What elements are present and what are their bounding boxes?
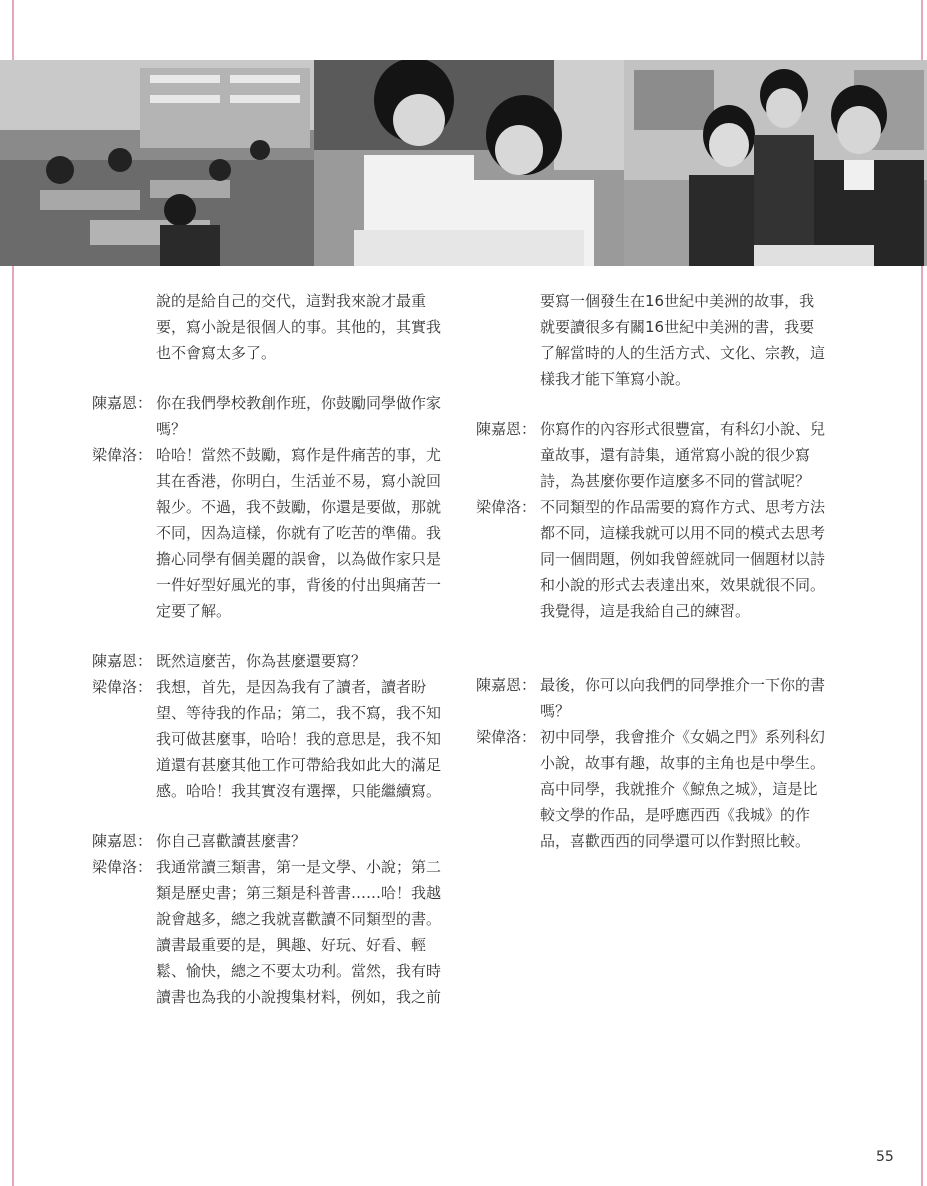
dialogue-block [92,828,462,854]
text-line: 讀書最重要的是，興趣、好玩、好看、輕 [156,936,427,954]
speaker-name: 梁偉洛： [92,678,153,696]
paragraph-line [92,494,462,520]
speaker-name: 陳嘉恩： [92,652,153,670]
paragraph-gap [476,624,846,648]
text-line: 不同類型的作品需要的寫作方式、思考方法 [540,498,826,516]
text-line: 其在香港，你明白，生活並不易，寫小說回 [156,472,442,490]
paragraph-line [476,288,846,314]
text-line: 我覺得，這是我給自己的練習。 [540,602,751,620]
text-line: 童故事，還有詩集，通常寫小說的很少寫 [540,446,811,464]
text-line: 要，寫小說是很個人的事。其他的，其實我 [156,318,442,336]
speaker-name: 陳嘉恩： [92,832,153,850]
text-line: 你寫作的內容形式很豐富，有科幻小說、兒 [540,420,826,438]
paragraph-gap [476,648,846,672]
dialogue-block [92,442,462,624]
paragraph-line [476,442,846,468]
text-line: 望、等待我的作品；第二，我不寫，我不知 [156,704,442,722]
paragraph-line [476,366,846,392]
paragraph-gap [92,366,462,390]
text-line: 初中同學，我會推介《女媧之門》系列科幻 [540,728,826,746]
paragraph-line [92,598,462,624]
three-students-photo [624,60,927,266]
photo-strip [0,60,927,266]
text-line: 最後，你可以向我們的同學推介一下你的書 [540,676,826,694]
text-line: 鬆、愉快，總之不要太功利。當然，我有時 [156,962,442,980]
text-line: 了解當時的人的生活方式、文化、宗教，這 [540,344,826,362]
text-line: 一件好型好風光的事，背後的付出與痛苦一 [156,576,442,594]
text-line: 既然這麼苦，你為甚麼還要寫？ [156,652,367,670]
paragraph-line [92,778,462,804]
dialogue-block [92,674,462,804]
text-line: 較文學的作品，是呼應西西《我城》的作 [540,806,811,824]
dialogue-block [476,724,846,854]
dialogue-block [476,494,846,624]
text-line: 都不同，這樣我就可以用不同的模式去思考 [540,524,826,542]
text-line: 同一個問題，例如我曾經就同一個題材以詩 [540,550,826,568]
paragraph-line [92,572,462,598]
dialogue-block [476,416,846,494]
speaker-name: 陳嘉恩： [92,394,153,412]
paragraph-line [92,932,462,958]
continued-paragraph [476,288,846,392]
dialogue-block [92,648,462,674]
text-line: 也不會寫太多了。 [156,344,277,362]
paragraph-line [92,546,462,572]
paragraph-line [476,314,846,340]
text-line: 品，喜歡西西的同學還可以作對照比較。 [540,832,811,850]
paragraph-line [476,340,846,366]
text-line: 說的是給自己的交代，這對我來說才最重 [156,292,427,310]
text-line: 高中同學，我就推介《鯨魚之城》，這是比 [540,780,818,798]
classroom-photo [0,60,314,266]
paragraph-line [476,416,846,442]
paragraph-line [92,674,462,700]
speaker-name: 陳嘉恩： [476,420,537,438]
paragraph-line [476,520,846,546]
dialogue-block [92,854,462,1010]
paragraph-line [92,958,462,984]
text-line: 感。哈哈！我其實沒有選擇，只能繼續寫。 [156,782,442,800]
text-line: 道還有甚麼其他工作可帶給我如此大的滿足 [156,756,442,774]
speaker-name: 陳嘉恩： [476,676,537,694]
paragraph-line [92,752,462,778]
page-number: 55 [876,1149,894,1165]
continued-paragraph [92,288,462,366]
paragraph-line [476,698,846,724]
paragraph-line [476,572,846,598]
paragraph-line [92,520,462,546]
left-text-column [92,288,462,1010]
text-line: 你自己喜歡讀甚麼書？ [156,832,307,850]
text-line: 擔心同學有個美麗的誤會，以為做作家只是 [156,550,442,568]
paragraph-line [476,672,846,698]
text-line: 我通常讀三類書，第一是文學、小說；第二 [156,858,442,876]
paragraph-line [476,750,846,776]
dialogue-block [92,390,462,442]
paragraph-line [476,776,846,802]
text-line: 哈哈！當然不鼓勵，寫作是件痛苦的事，尤 [156,446,442,464]
text-line: 和小說的形式去表達出來，效果就很不同。 [540,576,826,594]
text-line: 報少。不過，我不鼓勵，你還是要做，那就 [156,498,442,516]
paragraph-line [92,468,462,494]
text-line: 說會越多，總之我就喜歡讀不同類型的書。 [156,910,442,928]
paragraph-gap [92,804,462,828]
paragraph-line [92,442,462,468]
text-line: 我想，首先，是因為我有了讀者，讀者盼 [156,678,427,696]
text-line: 你在我們學校教創作班，你鼓勵同學做作家 [156,394,442,412]
speaker-name: 梁偉洛： [92,858,153,876]
text-line: 讀書也為我的小說搜集材料，例如，我之前 [156,988,442,1006]
paragraph-gap [476,392,846,416]
paragraph-line [92,390,462,416]
speaker-name: 梁偉洛： [476,498,537,516]
paragraph-line [476,802,846,828]
text-line: 定要了解。 [156,602,232,620]
paragraph-line [476,828,846,854]
text-line: 要寫一個發生在16世紀中美洲的故事，我 [540,292,815,310]
paragraph-line [92,700,462,726]
paragraph-line [92,288,462,314]
text-line: 不同，因為這樣，你就有了吃苦的準備。我 [156,524,442,542]
paragraph-line [476,546,846,572]
text-line: 類是歷史書；第三類是科普書……哈！我越 [156,884,442,902]
paragraph-line [92,726,462,752]
paragraph-line [476,598,846,624]
text-line: 樣我才能下筆寫小說。 [540,370,691,388]
paragraph-line [92,314,462,340]
speaker-name: 梁偉洛： [476,728,537,746]
paragraph-line [92,984,462,1010]
paragraph-line [92,340,462,366]
text-line: 我可做甚麼事，哈哈！我的意思是，我不知 [156,730,442,748]
paragraph-line [92,416,462,442]
paragraph-line [476,494,846,520]
paragraph-line [92,648,462,674]
students-discussion-photo [314,60,624,266]
paragraph-line [92,880,462,906]
text-line: 詩，為甚麼你要作這麼多不同的嘗試呢？ [540,472,811,490]
paragraph-line [476,468,846,494]
speaker-name: 梁偉洛： [92,446,153,464]
paragraph-gap [92,624,462,648]
text-line: 小說，故事有趣，故事的主角也是中學生。 [540,754,826,772]
text-line: 嗎？ [540,702,571,720]
paragraph-line [476,724,846,750]
text-line: 嗎？ [156,420,187,438]
dialogue-block [476,672,846,724]
paragraph-line [92,828,462,854]
right-text-column [476,288,846,854]
paragraph-line [92,906,462,932]
text-line: 就要讀很多有關16世紀中美洲的書，我要 [540,318,815,336]
paragraph-line [92,854,462,880]
